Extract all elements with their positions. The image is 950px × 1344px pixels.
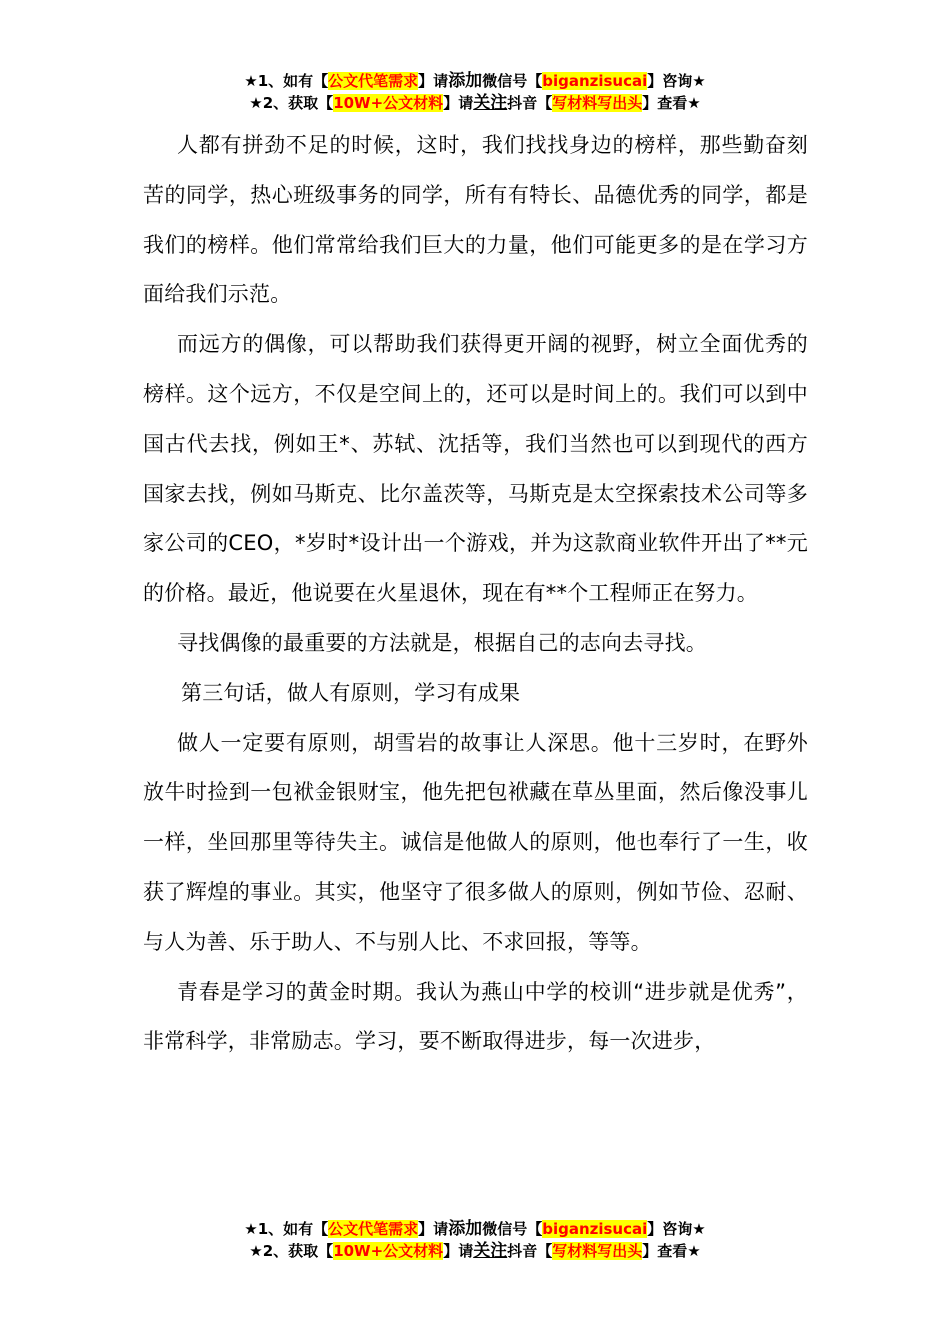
header-line-1-text-2: 微信号【 — [482, 72, 543, 90]
header-line-2-prefix: ★2、获取【 — [249, 94, 334, 112]
footer-line-1-text: 】请 — [418, 1220, 449, 1238]
header-line-2-highlight-douyin: 写材料写出头 — [552, 94, 643, 112]
footer-line-2-highlight-douyin: 写材料写出头 — [552, 1242, 643, 1260]
header-banner — [0, 70, 950, 114]
header-line-2-emphasis: 关注 — [473, 93, 508, 113]
paragraph-youth-learning: 青春是学习的黄金时期。我认为燕山中学的校训“进步就是优秀”，非常科学，非常励志。学习，要不断取得进步，每一次进步， — [143, 979, 808, 1054]
paragraph-role-models: 人都有拼劲不足的时候，这时，我们找找身边的榜样，那些勤奋刻苦的同学，热心班级事务的同学，所有有特长、品德优秀的同学，都是我们的榜样。他们常常给我们巨大的力量，他们可能更多的是在学习方面给我们示范。 — [143, 133, 808, 307]
paragraph-distant-idols: 而远方的偶像，可以帮助我们获得更开阔的视野，树立全面优秀的榜样。这个远方，不仅是空间上的，还可以是时间上的。我们可以到中国古代去找，例如王*、苏轼、沈括等，我们当然也可以到现代的西方国家去找，例如马斯克、比尔盖茨等，马斯克是太空探索技术公司等多家公司的CEO，*岁时*设计出一个游戏，并为这款商业软件开出了**元的价格。最近，他说要在火星退休，现在有**个工程师正在努力。 — [143, 332, 808, 606]
footer-line-2-prefix: ★2、获取【 — [249, 1242, 334, 1260]
header-line-2-highlight-materials: 10W+公文材料 — [333, 94, 444, 112]
document-body — [143, 121, 808, 1067]
paragraph-principles: 做人一定要有原则，胡雪岩的故事让人深思。他十三岁时，在野外放牛时捡到一包袱金银财宝，他先把包袱藏在草丛里面，然后像没事儿一样，坐回那里等待失主。诚信是他做人的原则，他也奉行了一生，收获了辉煌的事业。其实，他坚守了很多做人的原则，例如节俭、忍耐、与人为善、乐于助人、不与别人比、不求回报，等等。 — [143, 730, 808, 954]
header-line-2 — [0, 92, 950, 114]
footer-line-2-highlight-materials: 10W+公文材料 — [333, 1242, 444, 1260]
header-line-1-prefix: ★1、如有【 — [244, 72, 329, 90]
header-line-1-highlight-wechat: biganzisucai — [542, 72, 648, 90]
header-line-1-highlight-service: 公文代笔需求 — [328, 72, 419, 90]
footer-line-2-text: 】请 — [443, 1242, 474, 1260]
footer-line-1 — [0, 1218, 950, 1240]
footer-line-2 — [0, 1240, 950, 1262]
footer-line-1-highlight-service: 公文代笔需求 — [328, 1220, 419, 1238]
footer-line-2-suffix: 】查看★ — [642, 1242, 701, 1260]
footer-banner — [0, 1218, 950, 1262]
footer-line-1-prefix: ★1、如有【 — [244, 1220, 329, 1238]
paragraph-finding-idols: 寻找偶像的最重要的方法就是，根据自己的志向去寻找。 — [177, 630, 707, 655]
footer-line-2-text-2: 抖音【 — [507, 1242, 553, 1260]
header-line-1 — [0, 70, 950, 92]
footer-line-2-emphasis: 关注 — [473, 1241, 508, 1261]
header-line-2-text: 】请 — [443, 94, 474, 112]
footer-line-1-text-2: 微信号【 — [482, 1220, 543, 1238]
header-line-2-text-2: 抖音【 — [507, 94, 553, 112]
header-line-1-text: 】请 — [418, 72, 449, 90]
header-line-1-suffix: 】咨询★ — [647, 72, 706, 90]
section-heading: 第三句话，做人有原则，学习有成果 — [181, 680, 521, 705]
header-line-1-emphasis: 添加 — [448, 71, 483, 91]
footer-line-1-suffix: 】咨询★ — [647, 1220, 706, 1238]
footer-line-1-emphasis: 添加 — [448, 1219, 483, 1239]
footer-line-1-highlight-wechat: biganzisucai — [542, 1220, 648, 1238]
header-line-2-suffix: 】查看★ — [642, 94, 701, 112]
